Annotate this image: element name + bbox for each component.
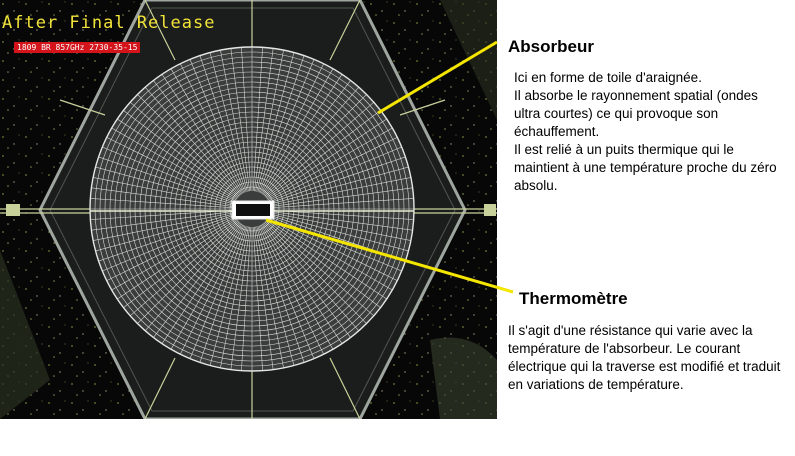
overlay-title: After Final Release [2, 13, 216, 33]
absorbeur-heading: Absorbeur [508, 37, 594, 56]
absorbeur-description: Ici en forme de toile d'araignée. Il absorbe le rayonnement spatial (ondes ultra courtes) ce qui provoque son échauffement. Il est relié à un puits thermique qui le maintient à une température proche du zéro absolu. [514, 70, 777, 193]
overlay-stamp: 1809 BR 857GHz 2730-35-15 [14, 42, 140, 53]
thermometre-pointer [266, 220, 513, 292]
thermometre-heading: Thermomètre [519, 289, 628, 308]
absorbeur-pointer [378, 42, 497, 113]
thermometre-description: Il s'agit d'une résistance qui varie avec la température de l'absorbeur. Le courant électrique qui la traverse est modifié et traduit en variations de température. [508, 323, 781, 392]
